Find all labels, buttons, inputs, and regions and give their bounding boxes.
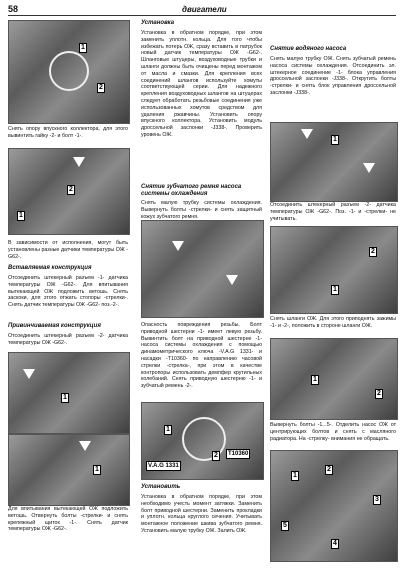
photo-pump-bolts: 1 2 — [270, 338, 398, 420]
text-belt-bolt: Опасность повреждения резьбы. Болт приводной шестерни -1- имеет левую резьбу. Вывинтить болт на приводной шестерне -1- насоса системы охлаждения с помощью динамометрического ключа -V.A.G 1331- и насадки -T10360- по направлению часовой стрелки -стрелка-, при этом в качестве контропоры использовать демпфер крутильных колебаний. Снять приводную шестерню -1- и зубчатый ремень -2-. — [141, 322, 262, 390]
tool-label-vag: V.A.G 1331 — [148, 463, 179, 469]
caption-pump-bolts: Вывернуть болты -1...5-. Отделить насос ОЖ от центрирующих болтов и снять с масляного радиатора. На -стрелку- внимания не обращать. — [270, 422, 396, 442]
photo-torque-tool: 1 2 V.A.G 1331 T10360 — [141, 402, 264, 480]
section-title: двигатели — [182, 5, 227, 14]
photo-pump-radiator: 1 2 3 4 5 — [270, 450, 398, 562]
caption-hoses: Снять шланги ОЖ. Для этого приподнять зажимы -1- и -2-, положить в стороне шланги ОЖ. — [270, 316, 396, 329]
text-screw-type: Отсоединить штекерный разъем -2- датчика температуры ОЖ -G62-. — [8, 333, 128, 346]
heading-screw-type: Привинчиваемая конструкция — [8, 323, 101, 329]
photo-intake-support: 1 2 — [8, 20, 130, 124]
header-rule — [8, 15, 396, 16]
text-sensor-variants: В зависимости от исполнения, могут быть установлены разные датчики температуры ОЖ -G62-. — [8, 240, 128, 260]
photo-sensor-shield: 1 — [8, 352, 130, 434]
heading-install-1: Установка — [141, 20, 175, 26]
caption-throttle-unit: Отсоединить штекерный разъем -2- датчика температуры ОЖ -G62-. Поз. -1- и -стрелки- не учитывать. — [270, 202, 396, 222]
photo-hoses: 2 1 — [270, 226, 398, 314]
text-pump-removal: Снять малую трубку ОЖ. Снять зубчатый ремень насоса системы охлаждения. Отсоединить эл. штекерное соединение -1- блока управления дроссельной заслонки -J338-. Открутить болты -стрелки- и снять блок управления дроссельной заслонки -J338-. — [270, 56, 396, 96]
caption-intake-support: Снять опору впускного коллектора, для этого вывинтить гайку -2- и болт -1-. — [8, 126, 128, 139]
photo-belt-cover — [141, 220, 264, 318]
text-install-1: Установка в обратном порядке, при этом заменить уплотн. кольца. Для того чтобы избежать потерь ОЖ, сразу вставить в патрубок новый датчик температуры ОЖ -G62-. Шланговые штуцеры, воздуховодные трубки и шланги должны быть очищены перед монтажом от масла и смазки. Для крепления всех соединений шлангов используйте хомуты соответствующей серии. Для надежного крепления воздуховодных шлангов на штуцерах следует обработать резьбовые соединения уже использованных хомутов средством для удаления ржавчины. Установить опору впускного коллектора. Установить модуль дроссельной заслонки -J338-. Проверить уровень ОЖ. — [141, 30, 262, 138]
heading-insert-type: Вставляемая конструкция — [8, 265, 92, 271]
text-install-2: Установка в обратном порядке, при этом необходимо учесть момент затяжки. Заменить болт приводной шестерни. Заменить прокладки и уплотн. кольца круглого сечения. Учитывать монтажное положение шкива зубчатого ремня. Установить малую трубку ОЖ. Залить ОЖ. — [141, 494, 262, 534]
caption-sensor-shield: Для впитывания вытекающей ОЖ подложить ветошь. Отвернуть болты -стрелки- и снять крепежный щиток -1-. Снять датчик температуры ОЖ -G62-. — [8, 506, 128, 533]
page-number: 58 — [8, 4, 19, 14]
heading-belt-removal: Снятие зубчатого ремня насоса системы охлаждения — [141, 184, 242, 197]
tool-label-t10360: T10360 — [228, 451, 249, 457]
photo-sensor-plug: 2 1 — [8, 148, 130, 235]
photo-sensor-bolts: 1 — [8, 434, 130, 506]
text-belt-removal: Снять малую трубку системы охлаждения. Вывернуть болты -стрелки- и снять защитный кожух зубчатого ремня. — [141, 200, 262, 220]
text-insert-type: Отсоединить штекерный разъем -1- датчика температуры ОЖ -G62-. Для впитывания вытекающей ОЖ подложить ветошь. Снять заскоки, для этого отжать стопоры -стрелки-. Снять датчик температуры ОЖ -G62- поз.-2-. — [8, 275, 128, 309]
photo-throttle-unit: 1 — [270, 122, 398, 202]
heading-install-2: Установить — [141, 484, 181, 490]
heading-pump-removal: Снятие водяного насоса — [270, 46, 347, 52]
